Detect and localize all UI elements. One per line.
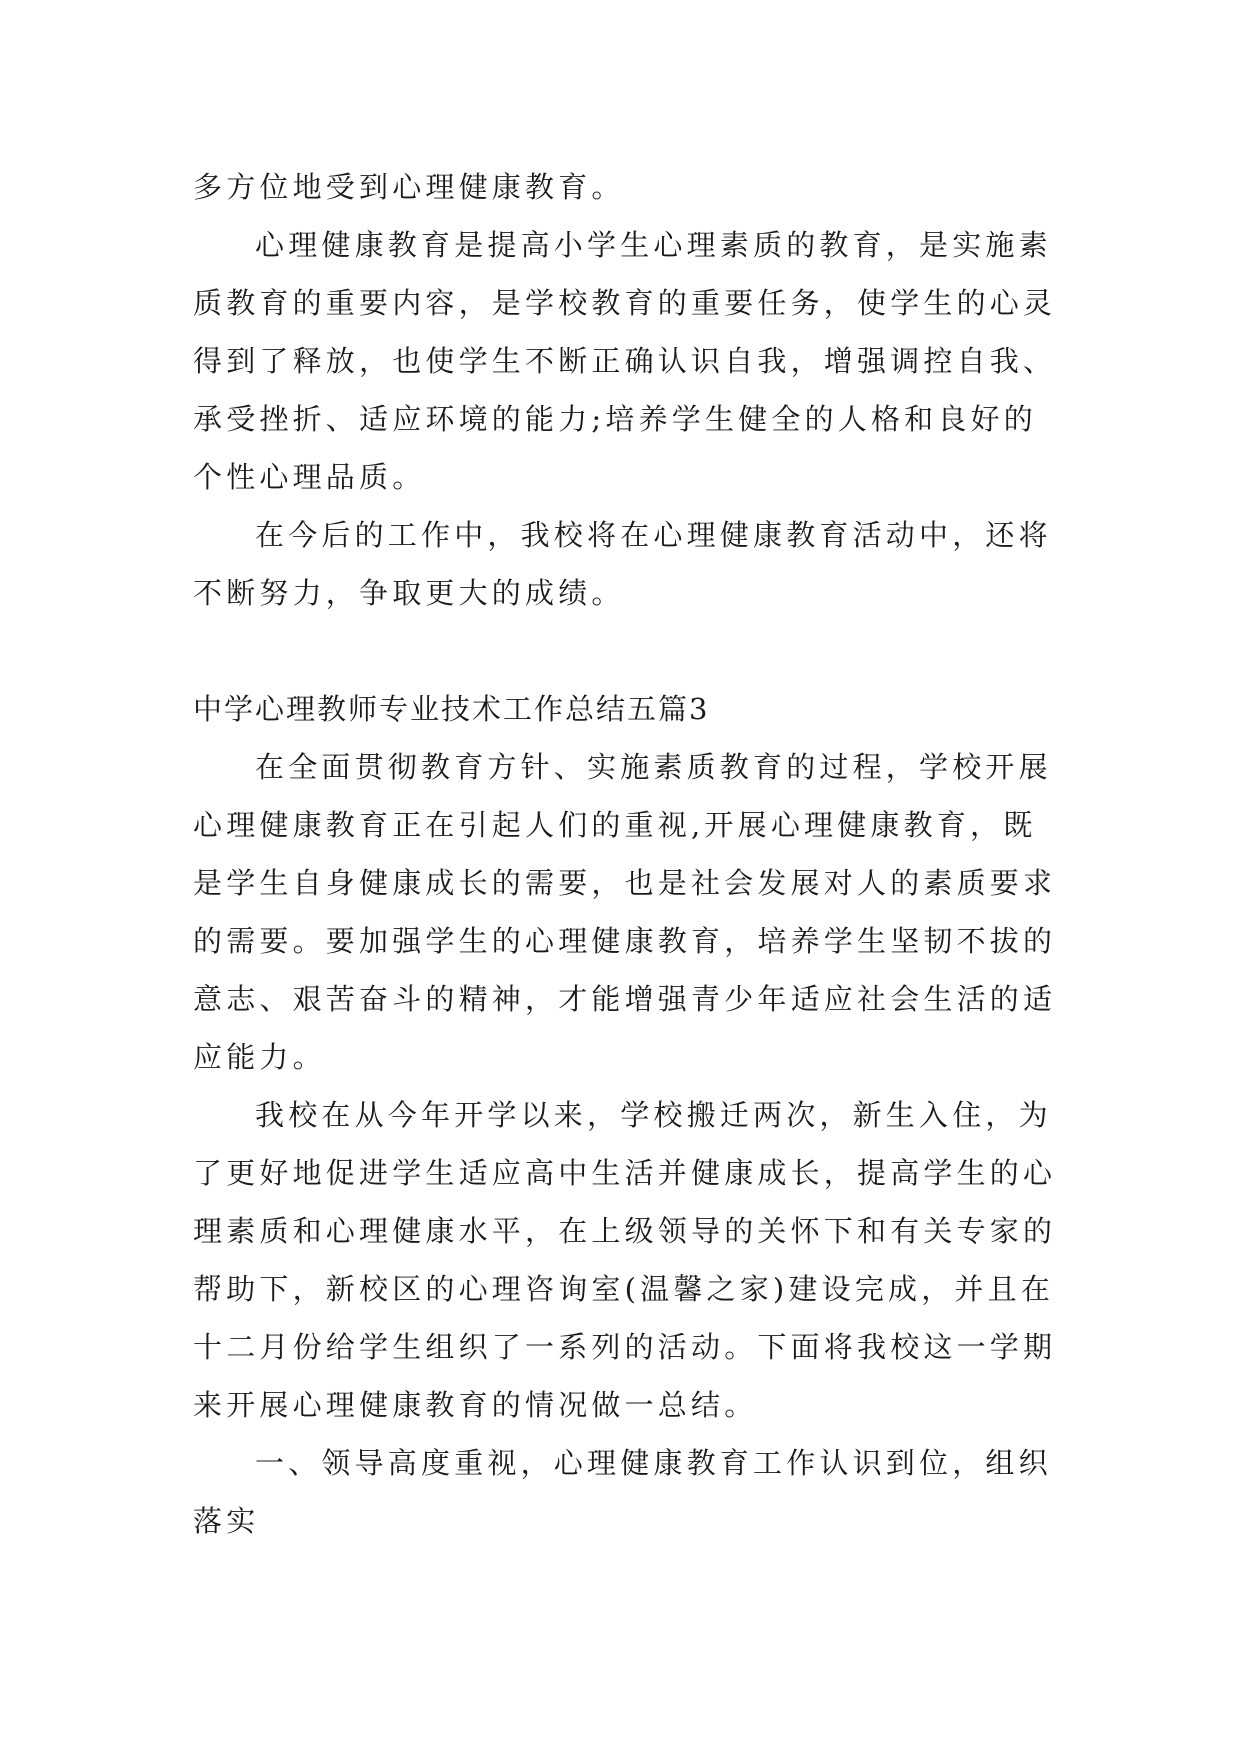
text-line: 心理健康教育正在引起人们的重视,开展心理健康教育，既	[193, 808, 1037, 842]
text-line: 理素质和心理健康水平，在上级领导的关怀下和有关专家的	[193, 1214, 1057, 1248]
text-line: 了更好地促进学生适应高中生活并健康成长，提高学生的心	[193, 1156, 1057, 1190]
section-gap	[193, 622, 1053, 680]
paragraph-start-line: 在全面贯彻教育方针、实施素质教育的过程，学校开展	[255, 750, 1052, 784]
paragraph-start-line: 在今后的工作中，我校将在心理健康教育活动中，还将	[255, 518, 1052, 552]
text-line: 来开展心理健康教育的情况做一总结。	[193, 1388, 758, 1422]
text-line: 多方位地受到心理健康教育。	[193, 170, 625, 204]
section-heading: 中学心理教师专业技术工作总结五篇3	[193, 692, 710, 726]
document-body	[193, 158, 1057, 1550]
text-line: 质教育的重要内容，是学校教育的重要任务，使学生的心灵	[193, 286, 1057, 320]
text-line: 意志、艰苦奋斗的精神，才能增强青少年适应社会生活的适	[193, 982, 1057, 1016]
text-line: 个性心理品质。	[193, 460, 426, 494]
paragraph-start-line: 我校在从今年开学以来，学校搬迁两次，新生入住，为	[255, 1098, 1052, 1132]
text-line: 承受挫折、适应环境的能力;培养学生健全的人格和良好的	[193, 402, 1037, 436]
paragraph-start-line: 心理健康教育是提高小学生心理素质的教育，是实施素	[255, 228, 1052, 262]
text-line: 的需要。要加强学生的心理健康教育，培养学生坚韧不拔的	[193, 924, 1057, 958]
paragraph-start-line: 一、领导高度重视，心理健康教育工作认识到位，组织	[255, 1446, 1052, 1480]
text-line: 帮助下，新校区的心理咨询室(温馨之家)建设完成，并且在	[193, 1272, 1055, 1306]
text-line: 十二月份给学生组织了一系列的活动。下面将我校这一学期	[193, 1330, 1057, 1364]
text-line: 是学生自身健康成长的需要，也是社会发展对人的素质要求	[193, 866, 1057, 900]
text-line: 得到了释放，也使学生不断正确认识自我，增强调控自我、	[193, 344, 1057, 378]
text-line: 应能力。	[193, 1040, 326, 1074]
text-line: 不断努力，争取更大的成绩。	[193, 576, 625, 610]
text-line: 落实	[193, 1504, 260, 1538]
